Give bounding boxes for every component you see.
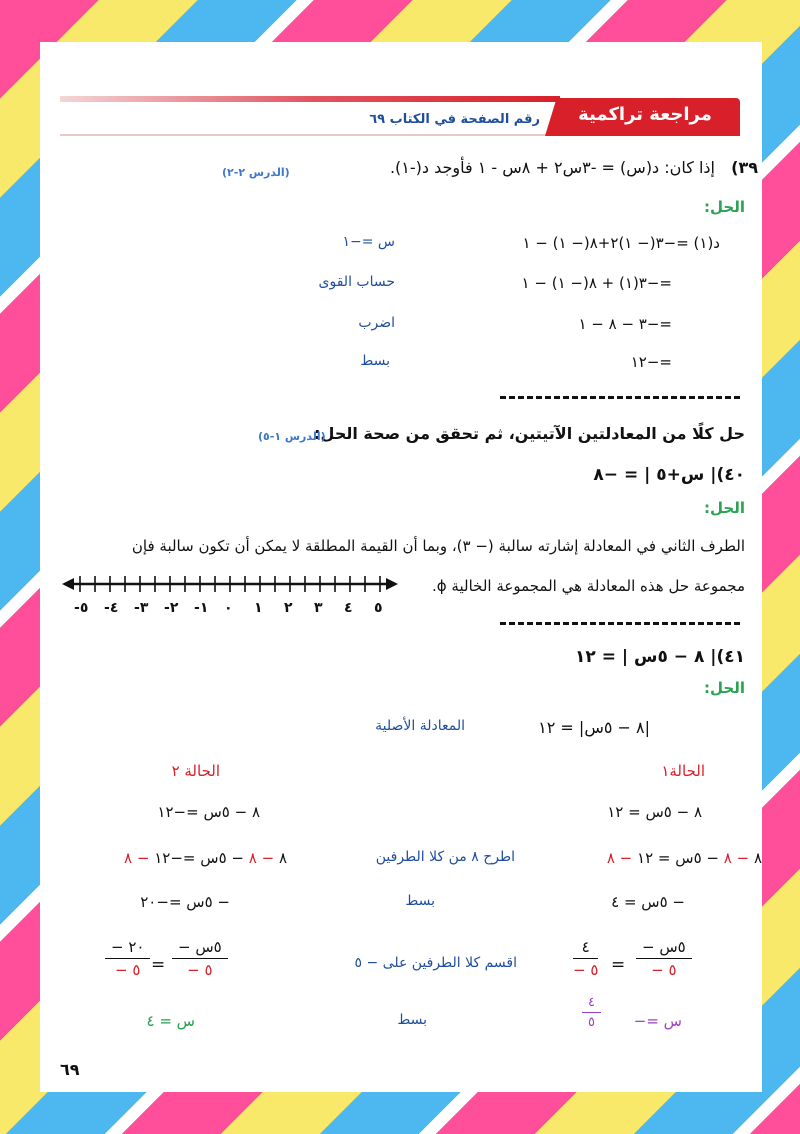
page-number: ٦٩	[60, 1060, 80, 1079]
page-sheet	[40, 42, 762, 1092]
q40-equation: ٤٠)| س+٥ | = −٨	[593, 465, 745, 485]
reason-simplify-1: بسط	[405, 893, 435, 909]
case2-right-fraction: − ٢٠ − ٥	[105, 938, 150, 979]
case1-title: الحالة١	[661, 762, 705, 780]
number-line-label: -٤	[104, 600, 119, 616]
case1-row2: ٨ − ٨ − ٥س = ١٢ − ٨	[606, 849, 762, 867]
number-line-label: ٢	[284, 600, 293, 616]
case2-result: س = ٤	[146, 1012, 195, 1030]
q40-solution-label: الحل:	[704, 499, 745, 517]
q39-lesson-tag: (الدرس ٢-٢)	[222, 166, 290, 179]
case1-row3: − ٥س = ٤	[611, 893, 685, 911]
section-lesson-tag: (الدرس ١-٥)	[258, 430, 326, 443]
separator-2	[500, 622, 740, 625]
q39-step3-expr: =−٣ − ٨ − ١	[578, 315, 672, 333]
number-line-label: ٤	[344, 600, 353, 616]
separator-1	[500, 396, 740, 399]
q39-step1-reason: س =−١	[342, 234, 395, 250]
header-gradient-line	[60, 96, 560, 102]
reason-subtract: اطرح ٨ من كلا الطرفين	[375, 849, 515, 865]
number-line-label: ٠	[224, 600, 233, 616]
q39-step1-expr: د(١) =−٣(− ١)٢+٨(− ١) − ١	[522, 234, 720, 252]
q41-original-label: المعادلة الأصلية	[375, 718, 465, 734]
number-line-label: -٥	[74, 600, 89, 616]
case2-title: الحالة ٢	[171, 762, 220, 780]
case1-result: س =−	[633, 1012, 682, 1030]
q39-step2-reason: حساب القوى	[318, 274, 395, 290]
page-reference: رقم الصفحة في الكتاب ٦٩	[369, 112, 540, 127]
number-line-label: -٣	[134, 600, 149, 616]
q39-text: إذا كان: د(س) = -٣س٢ + ٨س - ١ فأوجد د(-١).	[389, 158, 715, 177]
number-line-label: ٥	[374, 600, 383, 616]
case2-row3: − ٥س =−٢٠	[140, 893, 230, 911]
section-title: حل كلًا من المعادلتين الآتيتين، ثم تحقق من صحة الحل:	[314, 424, 745, 443]
q39-step3-reason: اضرب	[358, 315, 395, 331]
q40-explanation-line1: الطرف الثاني في المعادلة إشارته سالبة (− ٣)، وبما أن القيمة المطلقة لا يمكن أن تكون سالبة فإن	[131, 537, 745, 555]
q39-step4-expr: =−١٢	[630, 353, 672, 371]
q39-solution-label: الحل:	[704, 198, 745, 216]
number-line-label: ١	[254, 600, 263, 616]
number-line-label: ٣	[314, 600, 323, 616]
q41-solution-label: الحل:	[704, 679, 745, 697]
q39-step4-reason: بسط	[360, 353, 390, 369]
header-title: مراجعة تراكمية	[578, 104, 712, 125]
case1-fraction-equals: =	[611, 955, 626, 975]
number-line-label: -٢	[164, 600, 179, 616]
number-line-label: -١	[194, 600, 209, 616]
q41-equation: ٤١)| ٨ − ٥س | = ١٢	[575, 647, 745, 667]
case1-row1: ٨ − ٥س = ١٢	[607, 803, 702, 821]
reason-simplify-2: بسط	[397, 1012, 427, 1028]
q39-step2-expr: =−٣(١) + ٨(− ١) − ١	[521, 274, 672, 292]
case1-result-fraction: ٤ ٥	[582, 995, 601, 1030]
case1-left-fraction: − ٥س − ٥	[636, 938, 692, 979]
q39-number: ٣٩)	[731, 158, 758, 177]
q41-original-equation: |٨ − ٥س| = ١٢	[538, 718, 650, 737]
case2-fraction-equals: =	[151, 955, 166, 975]
case2-row2: ٨ − ٨ − ٥س =−١٢ − ٨	[124, 849, 287, 867]
case1-right-fraction: ٤ − ٥	[573, 938, 599, 979]
case2-row1: ٨ − ٥س =−١٢	[157, 803, 260, 821]
reason-divide: اقسم كلا الطرفين على − ٥	[354, 955, 517, 971]
case2-left-fraction: − ٥س − ٥	[172, 938, 228, 979]
q40-explanation-line2: مجموعة حل هذه المعادلة هي المجموعة الخالية ϕ.	[431, 577, 745, 595]
